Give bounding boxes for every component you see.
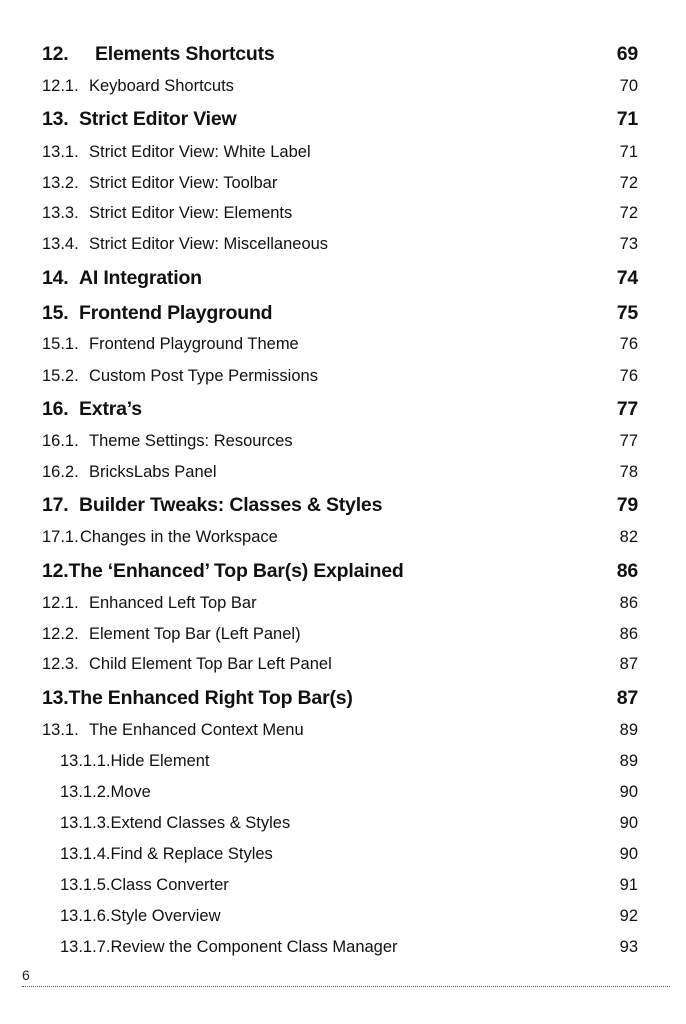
toc-entry-number: 13. bbox=[42, 687, 69, 709]
toc-entry-title: Move bbox=[110, 783, 151, 801]
toc-entry-number: 15.1. bbox=[42, 335, 79, 353]
toc-entry-title: Builder Tweaks: Classes & Styles bbox=[79, 494, 383, 516]
toc-entry-title: Frontend Playground Theme bbox=[89, 335, 299, 353]
toc-entry-page: 71 bbox=[619, 143, 638, 161]
toc-entry[interactable] bbox=[42, 463, 638, 482]
toc-entry-title: Elements Shortcuts bbox=[95, 43, 275, 65]
toc-entry-title: Enhanced Left Top Bar bbox=[89, 594, 257, 612]
toc-entry-number: 13.1.3. bbox=[60, 814, 111, 832]
toc-entry[interactable] bbox=[42, 560, 638, 583]
toc-entry-number: 12.1. bbox=[42, 77, 79, 95]
toc-entry[interactable] bbox=[42, 77, 638, 96]
toc-entry-page: 89 bbox=[619, 721, 638, 739]
toc-entry-title: Strict Editor View: Toolbar bbox=[89, 174, 278, 192]
toc-entry-number: 13.2. bbox=[42, 174, 79, 192]
toc-entry-title: Review the Component Class Manager bbox=[110, 938, 398, 956]
toc-entry[interactable] bbox=[42, 108, 638, 131]
toc-entry[interactable] bbox=[42, 625, 638, 644]
toc-entry-page: 90 bbox=[619, 845, 638, 863]
page-number: 6 bbox=[22, 967, 30, 983]
toc-entry[interactable] bbox=[42, 367, 638, 386]
toc-entry-page: 86 bbox=[619, 625, 638, 643]
toc-entry-number: 12.2. bbox=[42, 625, 79, 643]
toc-entry[interactable] bbox=[42, 845, 638, 864]
toc-entry[interactable] bbox=[42, 687, 638, 710]
toc-entry-page: 76 bbox=[619, 367, 638, 385]
toc-entry-title: Keyboard Shortcuts bbox=[89, 77, 234, 95]
toc-entry[interactable] bbox=[42, 204, 638, 223]
toc-entry-page: 74 bbox=[616, 267, 638, 289]
toc-entry-number: 12. bbox=[42, 560, 69, 582]
toc-entry-page: 86 bbox=[619, 594, 638, 612]
toc-entry-page: 91 bbox=[619, 876, 638, 894]
toc-entry[interactable] bbox=[42, 174, 638, 193]
toc-entry-page: 77 bbox=[616, 398, 638, 420]
toc-entry-page: 93 bbox=[619, 938, 638, 956]
toc-entry-title: Find & Replace Styles bbox=[110, 845, 273, 863]
toc-entry-page: 82 bbox=[619, 528, 638, 546]
toc-entry-page: 75 bbox=[616, 302, 638, 324]
toc-entry-page: 92 bbox=[619, 907, 638, 925]
toc-entry-number: 13.4. bbox=[42, 235, 79, 253]
toc-entry-title: Element Top Bar (Left Panel) bbox=[89, 625, 301, 643]
toc-entry-number: 13.1.4. bbox=[60, 845, 111, 863]
toc-entry-number: 13.3. bbox=[42, 204, 79, 222]
toc-entry-page: 70 bbox=[619, 77, 638, 95]
toc-entry[interactable] bbox=[42, 783, 638, 802]
toc-entry-title: The Enhanced Right Top Bar(s) bbox=[68, 687, 353, 709]
toc-entry-number: 16.2. bbox=[42, 463, 79, 481]
toc-entry-page: 72 bbox=[619, 204, 638, 222]
toc-entry[interactable] bbox=[42, 655, 638, 674]
toc-entry-number: 13.1.6. bbox=[60, 907, 111, 925]
toc-entry-title: Child Element Top Bar Left Panel bbox=[89, 655, 332, 673]
toc-entry-number: 17.1. bbox=[42, 528, 79, 546]
toc-entry[interactable] bbox=[42, 528, 638, 547]
toc-entry[interactable] bbox=[42, 876, 638, 895]
footer-dotted-divider bbox=[22, 986, 670, 987]
toc-entry-number: 13.1.2. bbox=[60, 783, 111, 801]
toc-entry-title: Changes in the Workspace bbox=[80, 528, 278, 546]
toc-entry-title: Style Overview bbox=[110, 907, 221, 925]
toc-entry-number: 13.1.5. bbox=[60, 876, 111, 894]
toc-entry-page: 72 bbox=[619, 174, 638, 192]
toc-entry[interactable] bbox=[42, 143, 638, 162]
toc-entry-page: 87 bbox=[616, 687, 638, 709]
toc-entry[interactable] bbox=[42, 235, 638, 254]
toc-entry[interactable] bbox=[42, 594, 638, 613]
toc-entry-title: Extend Classes & Styles bbox=[110, 814, 291, 832]
toc-entry[interactable] bbox=[42, 43, 638, 66]
toc-entry-number: 15. bbox=[42, 302, 69, 324]
toc-entry-number: 14. bbox=[42, 267, 69, 289]
toc-entry[interactable] bbox=[42, 721, 638, 740]
toc-entry-page: 73 bbox=[619, 235, 638, 253]
toc-entry-title: AI Integration bbox=[79, 267, 202, 289]
toc-entry-title: Custom Post Type Permissions bbox=[89, 367, 318, 385]
toc-entry[interactable] bbox=[42, 938, 638, 957]
toc-entry-number: 12.1. bbox=[42, 594, 79, 612]
toc-entry[interactable] bbox=[42, 302, 638, 325]
toc-entry-page: 87 bbox=[619, 655, 638, 673]
toc-entry-number: 16. bbox=[42, 398, 69, 420]
toc-entry-title: Theme Settings: Resources bbox=[89, 432, 293, 450]
toc-entry[interactable] bbox=[42, 814, 638, 833]
toc-entry-page: 77 bbox=[619, 432, 638, 450]
toc-entry-title: The Enhanced Context Menu bbox=[89, 721, 304, 739]
toc-entry-number: 13.1. bbox=[42, 143, 79, 161]
toc-entry-title: Strict Editor View: Elements bbox=[89, 204, 293, 222]
toc-entry-page: 78 bbox=[619, 463, 638, 481]
toc-entry-page: 79 bbox=[616, 494, 638, 516]
toc-entry-title: Strict Editor View bbox=[79, 108, 237, 130]
toc-entry-number: 15.2. bbox=[42, 367, 79, 385]
toc-entry-number: 12. bbox=[42, 43, 69, 65]
toc-entry-title: Frontend Playground bbox=[79, 302, 273, 324]
toc-entry-page: 90 bbox=[619, 783, 638, 801]
toc-entry-title: The ‘Enhanced’ Top Bar(s) Explained bbox=[68, 560, 404, 582]
toc-entry-page: 71 bbox=[616, 108, 638, 130]
toc-entry[interactable] bbox=[42, 398, 638, 421]
toc-entry-page: 76 bbox=[619, 335, 638, 353]
toc-entry-title: Strict Editor View: Miscellaneous bbox=[89, 235, 329, 253]
toc-entry-number: 13.1. bbox=[42, 721, 79, 739]
toc-entry-page: 89 bbox=[619, 752, 638, 770]
toc-entry-title: Hide Element bbox=[110, 752, 210, 770]
toc-entry[interactable] bbox=[42, 907, 638, 926]
toc-entry[interactable] bbox=[42, 432, 638, 451]
toc-entry-number: 13. bbox=[42, 108, 69, 130]
toc-entry[interactable] bbox=[42, 494, 638, 517]
toc-entry-page: 90 bbox=[619, 814, 638, 832]
toc-entry-number: 13.1.1. bbox=[60, 752, 111, 770]
toc-entry-title: Strict Editor View: White Label bbox=[89, 143, 311, 161]
toc-entry[interactable] bbox=[42, 752, 638, 771]
toc-entry-page: 69 bbox=[616, 43, 638, 65]
toc-entry-title: BricksLabs Panel bbox=[89, 463, 217, 481]
toc-entry-page: 86 bbox=[616, 560, 638, 582]
toc-entry-title: Class Converter bbox=[110, 876, 229, 894]
toc-entry-number: 16.1. bbox=[42, 432, 79, 450]
toc-entry[interactable] bbox=[42, 335, 638, 354]
toc-entry[interactable] bbox=[42, 267, 638, 290]
toc-entry-number: 13.1.7. bbox=[60, 938, 111, 956]
toc-entry-number: 12.3. bbox=[42, 655, 79, 673]
toc-entry-number: 17. bbox=[42, 494, 69, 516]
toc-entry-title: Extra’s bbox=[79, 398, 142, 420]
